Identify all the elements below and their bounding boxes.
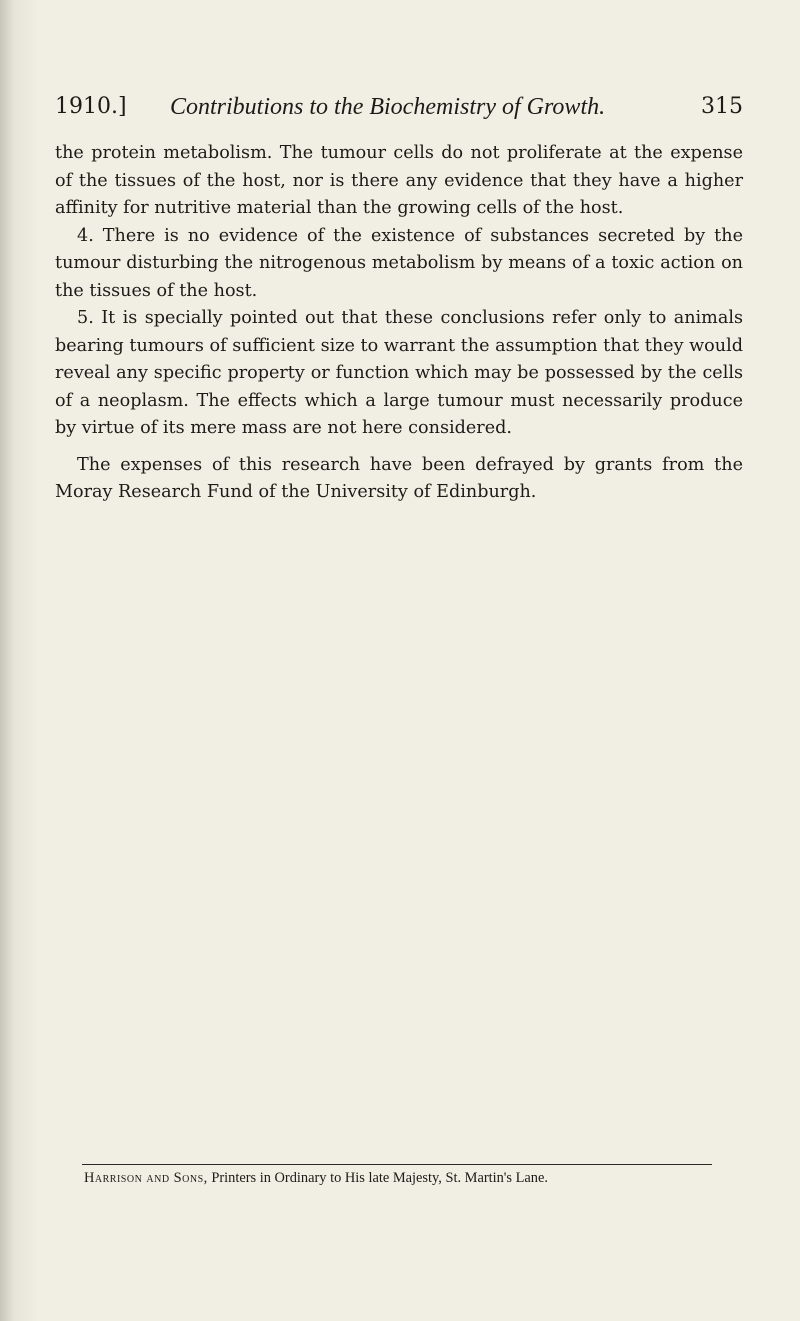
printer-name: Harrison and Sons, xyxy=(84,1170,208,1186)
printer-details: Printers in Ordinary to His late Majesty, St. Martin's Lane. xyxy=(211,1170,548,1186)
footer-rule xyxy=(82,1164,712,1165)
body-text xyxy=(55,140,743,507)
header-title: Contributions to the Biochemistry of Growth. xyxy=(170,94,606,120)
paragraph-conclusion-5: 5. It is specially pointed out that these conclusions refer only to animals bearing tumours of sufficient size to warrant the assumption that they would reveal any specific property or function which may be possessed by the cells of a neoplasm. The effects which a large tumour must necessarily produce by virtue of its mere mass are not here considered. xyxy=(55,308,743,438)
running-header xyxy=(55,94,743,128)
paragraph-continuation: the protein metabolism. The tumour cells do not proliferate at the expense of the tissues of the host, nor is there any evidence that they have a higher affinity for nutritive material than the growing cells of the host. xyxy=(55,143,743,218)
header-year: 1910.] xyxy=(55,94,127,119)
printer-imprint xyxy=(84,1170,724,1187)
paragraph-conclusion-4: 4. There is no evidence of the existence of substances secreted by the tumour disturbing the nitrogenous metabolism by means of a toxic action on the tissues of the host. xyxy=(55,225,743,301)
page-number: 315 xyxy=(701,94,743,119)
paragraph-acknowledgement: The expenses of this research have been defrayed by grants from the Moray Research Fund of the University of Edinburgh. xyxy=(55,454,743,502)
